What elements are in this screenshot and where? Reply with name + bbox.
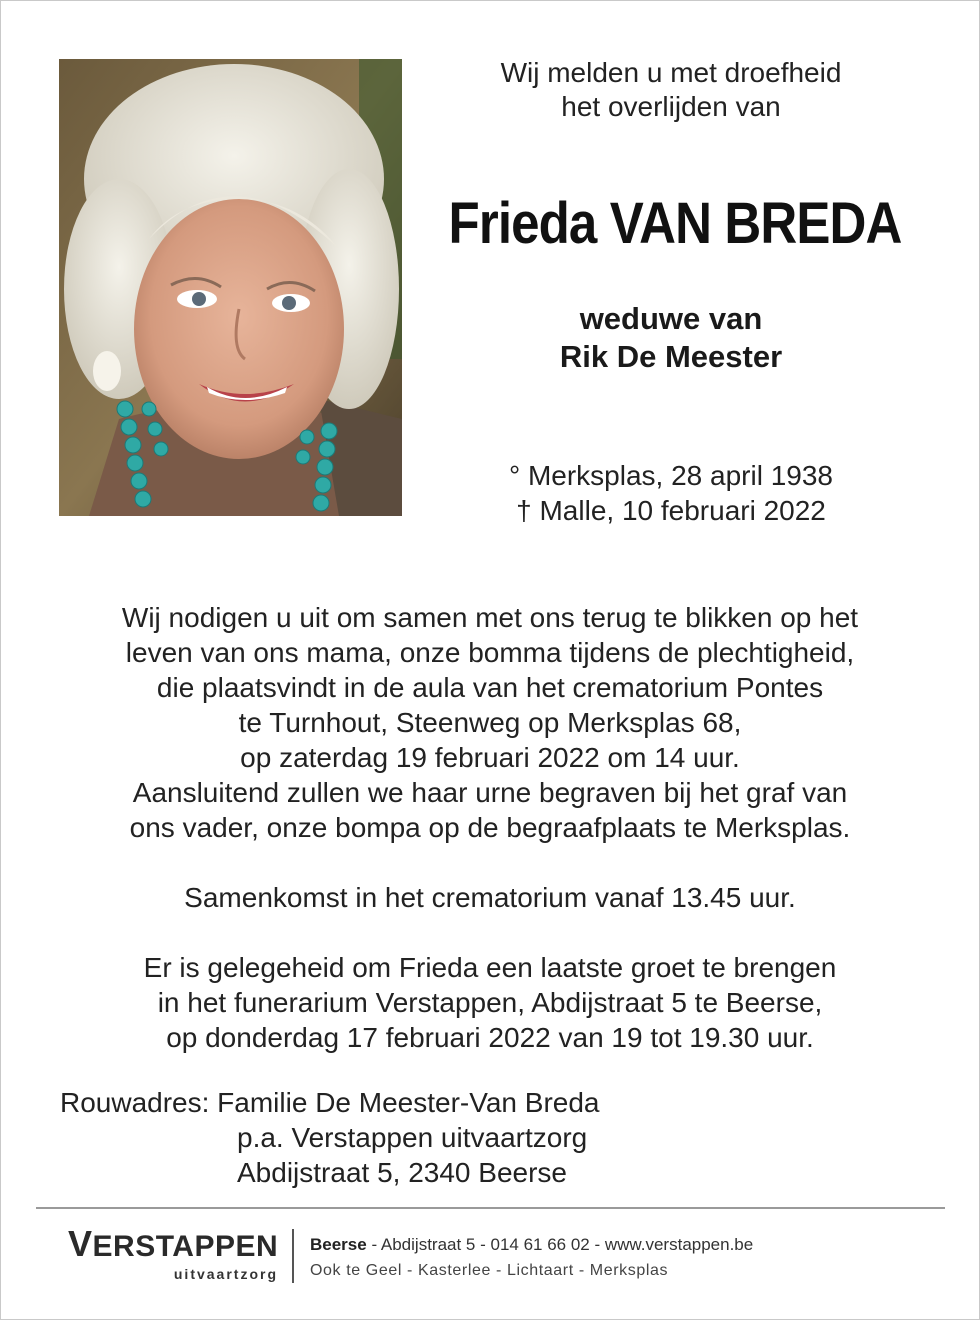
logo-wordmark	[68, 1223, 280, 1265]
address-line: Rouwadres: Familie De Meester-Van Breda	[60, 1087, 600, 1118]
deceased-name: Frieda VAN BREDA	[448, 191, 902, 256]
invitation-line: leven van ons mama, onze bomma tijdens de plechtigheid,	[125, 637, 855, 668]
widow-of	[420, 300, 922, 376]
invitation-line: te Turnhout, Steenweg op Merksplas 68,	[238, 707, 742, 738]
invitation-text	[40, 600, 940, 1055]
footer-separator	[292, 1229, 294, 1283]
logo-subtitle: uitvaartzorg	[173, 1266, 278, 1282]
logo-initial: V	[68, 1223, 93, 1264]
footer-divider	[36, 1207, 945, 1209]
invitation-line: die plaatsvindt in de aula van het crematorium Pontes	[156, 672, 824, 703]
visit-line: Er is gelegeheid om Frieda een laatste groet te brengen	[143, 952, 837, 983]
invitation-line: Aansluitend zullen we haar urne begraven bij het graf van	[132, 777, 848, 808]
branches-line: Ook te Geel - Kasterlee - Lichtaart - Merksplas	[310, 1262, 669, 1279]
intro-line: het overlijden van	[561, 91, 781, 122]
invitation-line: Wij nodigen u uit om samen met ons terug te blikken op het	[121, 602, 859, 633]
mourning-address	[60, 1085, 760, 1190]
invitation-line: ons vader, onze bompa op de begraafplaats te Merksplas.	[129, 812, 851, 843]
gathering-line: Samenkomst in het crematorium vanaf 13.45 uur.	[184, 882, 796, 913]
contact-line	[310, 1232, 950, 1258]
verstappen-logo	[68, 1223, 280, 1286]
visit-line: op donderdag 17 februari 2022 van 19 tot 19.30 uur.	[166, 1022, 814, 1053]
footer-contact	[310, 1232, 950, 1284]
portrait-photo	[59, 59, 402, 516]
invitation-line: op zaterdag 19 februari 2022 om 14 uur.	[240, 742, 740, 773]
life-dates	[420, 458, 922, 528]
spacer	[40, 845, 940, 880]
spouse-name: Rik De Meester	[559, 339, 783, 374]
widow-label: weduwe van	[579, 301, 763, 336]
address-line: p.a. Verstappen uitvaartzorg	[237, 1122, 588, 1153]
intro-text	[420, 56, 922, 124]
spacer	[40, 915, 940, 950]
logo-rest: ERSTAPPEN	[92, 1230, 279, 1263]
portrait-illustration	[59, 59, 402, 516]
visit-line: in het funerarium Verstappen, Abdijstraat 5 te Beerse,	[157, 987, 823, 1018]
address-line: Abdijstraat 5, 2340 Beerse	[237, 1157, 567, 1188]
birth-date: ° Merksplas, 28 april 1938	[508, 460, 834, 491]
contact-location: Beerse	[310, 1235, 367, 1254]
contact-details: - Abdijstraat 5 - 014 61 66 02 - www.verstappen.be	[366, 1235, 754, 1254]
intro-line: Wij melden u met droefheid	[500, 57, 842, 88]
death-date: † Malle, 10 februari 2022	[516, 495, 826, 526]
